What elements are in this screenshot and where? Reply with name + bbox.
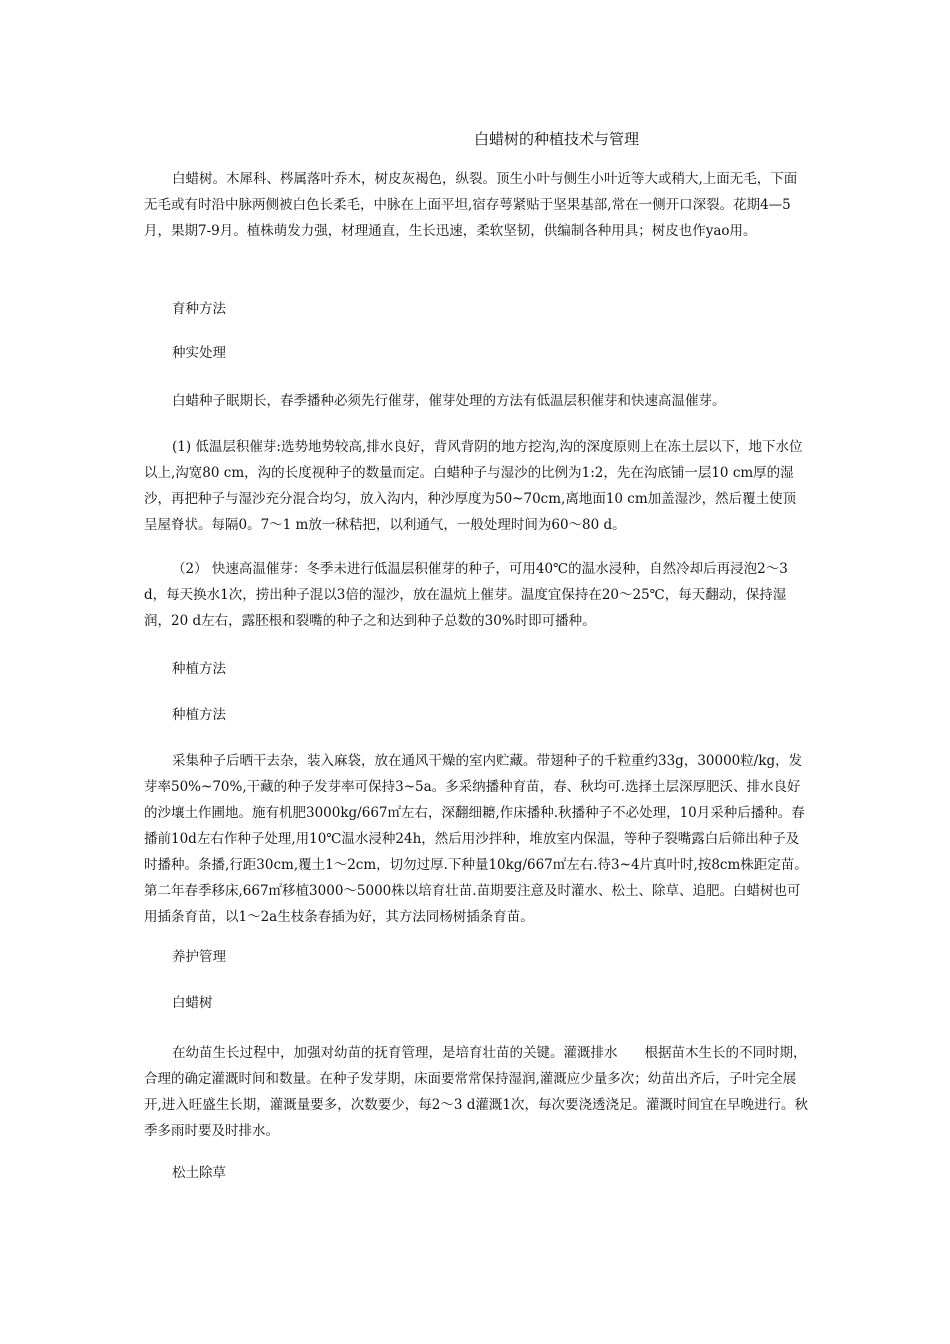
heading-breeding-method: 育种方法 (172, 301, 226, 317)
heading-ash-tree: 白蜡树 (172, 995, 213, 1011)
heading-loosen-weeding: 松土除草 (172, 1165, 226, 1181)
heading-planting-method-1: 种植方法 (172, 661, 226, 677)
heading-maintenance: 养护管理 (172, 949, 226, 965)
paragraph-low-temp-stratification: (1) 低温层积催芽:选势地势较高,排水良好，背风背阴的地方挖沟,沟的深度原则上在冻土层以下，地下水位以上,沟宽80 cm，沟的长度视种子的数量而定。白蜡种子与湿沙的比例为1:2，先在沟底铺一层10 cm厚的湿沙，再把种子与湿沙充分混合均匀，放入沟内，种沙厚度为50~70cm,离地面10 cm加盖湿沙，然后覆土使顶呈屋脊状。每隔0。7～1 m放一秫秸把，以利通气，一般处理时间为60～80 d。 (144, 439, 803, 533)
paragraph-seedling-care: 在幼苗生长过程中，加强对幼苗的抚育管理，是培育壮苗的关键。灌溉排水 根据苗木生长的不同时期，合理的确定灌溉时间和数量。在种子发芽期，床面要常常保持湿润,灌溉应少量多次；幼苗出齐后，子叶完全展开,进入旺盛生长期，灌溉量要多，次数要少，每2～3 d灌溉1次，每次要浇透浇足。灌溉时间宜在早晚进行。秋季多雨时要及时排水。 (144, 1045, 808, 1139)
paragraph-germination-overview: 白蜡种子眠期长，春季播种必须先行催芽，催芽处理的方法有低温层积催芽和快速高温催芽。 (172, 393, 726, 409)
heading-planting-method-2: 种植方法 (172, 707, 226, 723)
paragraph-intro: 白蜡树。木犀科、梣属落叶乔木，树皮灰褐色，纵裂。顶生小叶与侧生小叶近等大或稍大,上面无毛，下面无毛或有时沿中脉两侧被白色长柔毛，中脉在上面平坦,宿存萼紧贴于坚果基部,常在一侧开口深裂。花期4—5月，果期7-9月。植株萌发力强，材理通直，生长迅速，柔软坚韧，供编制各种用具；树皮也作yao用。 (144, 171, 798, 239)
paragraph-fast-high-temp: （2） 快速高温催芽：冬季未进行低温层积催芽的种子，可用40℃的温水浸种，自然冷却后再浸泡2～3 d，每天换水1次，捞出种子混以3倍的湿沙，放在温炕上催芽。温度宜保持在20～25℃，每天翻动，保持湿润，20 d左右，露胚根和裂嘴的种子之和达到种子总数的30%时即可播种。 (144, 561, 788, 629)
document-title: 白蜡树的种植技术与管理 (474, 130, 640, 148)
paragraph-planting-details: 采集种子后晒干去杂，装入麻袋，放在通风干燥的室内贮藏。带翅种子的千粒重约33g，30000粒/kg，发芽率50%~70%,干藏的种子发芽率可保持3~5a。多采纳播种育苗，春、秋均可.选择土层深厚肥沃、排水良好的沙壤土作圃地。施有机肥3000kg/667㎡左右，深翻细耱,作床播种.秋播种子不必处理，10月采种后播种。春播前10d左右作种子处理,用10℃温水浸种24h，然后用沙拌种，堆放室内保温，等种子裂嘴露白后筛出种子及时播种。条播,行距30cm,覆土1～2cm，切勿过厚.下种量10kg/667㎡左右.待3~4片真叶时,按8cm株距定苗。第二年春季移床,667㎡移植3000～5000株以培育壮苗.苗期要注意及时灌水、松土、除草、追肥。白蜡树也可用插条育苗，以1～2a生枝条春插为好，其方法同杨树插条育苗。 (144, 753, 808, 925)
heading-seed-treatment: 种实处理 (172, 345, 226, 361)
